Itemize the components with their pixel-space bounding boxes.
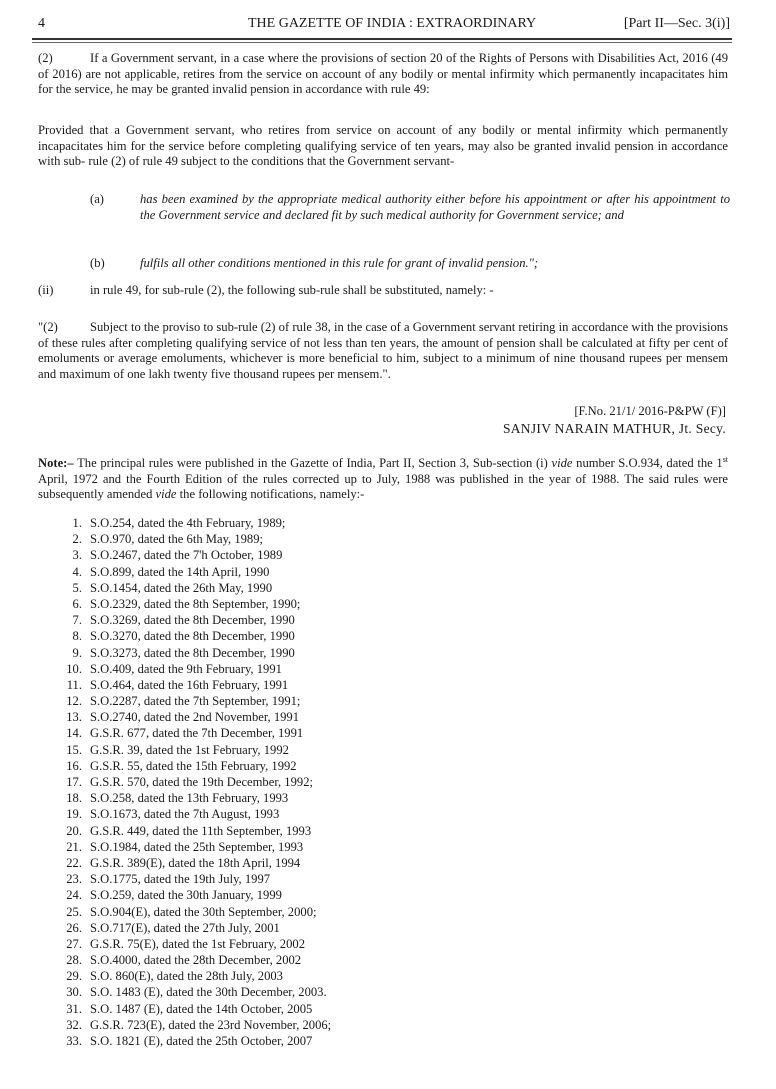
item-text: S.O.254, dated the 4th February, 1989; (90, 516, 286, 530)
item-number: 33. (66, 1034, 82, 1048)
list-item (38, 968, 638, 984)
item-text: S.O. 860(E), dated the 28th July, 2003 (90, 969, 283, 984)
item-text: S.O.3269, dated the 8th December, 1990 (90, 613, 295, 628)
note-text: the following notifications, namely:- (179, 487, 365, 502)
item-text: G.S.R. 39, dated the 1st February, 1992 (90, 742, 289, 757)
item-text: S.O.1673, dated the 7th August, 1993 (90, 807, 280, 822)
list-item (38, 790, 638, 806)
item-text: S.O.717(E), dated the 27th July, 2001 (90, 920, 280, 935)
item-text: G.S.R. 75(E), dated the 1st February, 2002 (90, 936, 305, 951)
list-item (38, 904, 638, 920)
item-number: 13. (66, 710, 82, 725)
list-item (38, 1017, 638, 1033)
list-item (38, 871, 638, 887)
item-text: S.O.899, dated the 14th April, 1990 (90, 564, 270, 579)
item-text: G.S.R. 55, dated the 15th February, 1992 (90, 758, 297, 773)
condition-label: (b) (90, 256, 105, 270)
file-number: [F.No. 21/1/ 2016-P&PW (F)] (574, 404, 726, 418)
note-vide: vide (551, 456, 573, 471)
gazette-title: THE GAZETTE OF INDIA : EXTRAORDINARY (248, 16, 537, 31)
item-number: 1. (72, 516, 82, 530)
list-item (38, 661, 638, 677)
item-number: 3. (72, 548, 82, 563)
item-text: G.S.R. 723(E), dated the 23rd November, 2006; (90, 1017, 332, 1032)
item-text: S.O.2740, dated the 2nd November, 1991 (90, 710, 300, 725)
list-item (38, 1001, 638, 1017)
item-text: S.O.1984, dated the 25th September, 1993 (90, 839, 304, 854)
paragraph-2 (38, 51, 728, 98)
part-section: [Part II—Sec. 3(i)] (623, 16, 730, 31)
list-item (38, 984, 638, 1000)
item-number: 12. (66, 694, 82, 709)
note (38, 452, 728, 503)
list-item (38, 823, 638, 839)
item-number: 11. (66, 677, 82, 692)
list-item (38, 596, 638, 612)
item-text: S.O.259, dated the 30th January, 1999 (90, 888, 282, 903)
item-number: 7. (72, 613, 82, 628)
list-item (38, 855, 638, 871)
item-text: S.O.258, dated the 13th February, 1993 (90, 791, 289, 806)
list-item (38, 547, 638, 563)
para-text: If a Government servant, in a case where the provisions of section 20 of the Rights of Persons with Disabilities Act, 2016 (49 of 2016) are not applicable, retires from the service on account of any bodily or mental infirmity which permanently incapacitates him for the service, he may be granted invalid pension in accordance with rule 49: (38, 51, 728, 96)
note-vide: vide (155, 487, 177, 502)
item-number: 20. (66, 823, 82, 838)
item-text: S.O.1454, dated the 26th May, 1990 (90, 580, 273, 595)
list-item (38, 806, 638, 822)
item-number: 26. (66, 920, 82, 935)
item-number: 10. (66, 661, 82, 676)
item-text: S.O. 1483 (E), dated the 30th December, 2003. (90, 985, 327, 1000)
item-number: 28. (66, 953, 82, 968)
list-item (38, 531, 638, 547)
list-item (38, 920, 638, 936)
item-number: 25. (66, 904, 82, 919)
note-label: Note:– (38, 456, 74, 471)
item-text: G.S.R. 570, dated the 19th December, 1992; (90, 775, 313, 789)
sub-rule-text: Subject to the proviso to sub-rule (2) of rule 38, in the case of a Government servant retiring in accordance with the provisions of these rules after completing qualifying service of not less than ten years, the amount of pension shall be calculated at fifty per cent of emoluments or average emoluments, whichever is more beneficial to him, subject to a minimum of nine thousand rupees per mensem and maximum of one lakh twenty five thousand rupees per mensem.". (38, 320, 728, 381)
proviso: Provided that a Government servant, who retires from service on account of any bodily or mental infirmity which permanently incapacitates him for the service before completing qualifying service of ten years, may also be granted invalid pension in accordance with sub- rule (2) of rule 49 subject to the conditions that the Government servant- (38, 123, 728, 168)
item-number: 22. (66, 855, 82, 870)
item-number: 23. (66, 872, 82, 887)
note-text: April, 1972 and the Fourth Edition of the rules corrected up to July, 1988 was published in the year of 1988. The said rules were subsequently amended (38, 471, 728, 502)
item-number: 21. (66, 839, 82, 854)
list-item (38, 564, 638, 580)
item-number: 2. (72, 532, 82, 547)
item-text: S.O.2287, dated the 7th September, 1991; (90, 694, 301, 709)
item-text: S.O.904(E), dated the 30th September, 2000; (90, 904, 317, 919)
item-number: 17. (66, 775, 82, 789)
item-number: 24. (66, 888, 82, 903)
item-number: 4. (72, 564, 82, 579)
notifications-list (38, 515, 638, 1049)
item-text: S.O.3273, dated the 8th December, 1990 (90, 645, 295, 660)
list-item (38, 952, 638, 968)
list-item (38, 725, 638, 741)
sub-rule-2 (38, 320, 728, 382)
item-number: 16. (66, 758, 82, 773)
item-number: 5. (72, 580, 82, 595)
item-number: 14. (66, 726, 82, 741)
item-text: S.O.2467, dated the 7'h October, 1989 (90, 548, 283, 563)
item-text: S.O.2329, dated the 8th September, 1990; (90, 596, 301, 611)
list-item (38, 887, 638, 903)
condition-b (90, 256, 730, 272)
item-ii (38, 283, 728, 299)
item-text: G.S.R. 389(E), dated the 18th April, 1994 (90, 855, 301, 870)
item-text: S.O.970, dated the 6th May, 1989; (90, 532, 264, 547)
item-text: in rule 49, for sub-rule (2), the following sub-rule shall be substituted, namely: - (90, 283, 494, 297)
item-number: 8. (72, 629, 82, 644)
item-number: 27. (66, 936, 82, 951)
item-number: 29. (66, 969, 82, 984)
item-number: 19. (66, 807, 82, 822)
item-text: S.O. 1487 (E), dated the 14th October, 2005 (90, 1001, 313, 1016)
header-rule (32, 38, 732, 40)
item-number: 18. (66, 791, 82, 806)
list-item (38, 645, 638, 661)
list-item (38, 709, 638, 725)
item-text: S.O.4000, dated the 28th December, 2002 (90, 953, 302, 968)
condition-text: fulfils all other conditions mentioned in this rule for grant of invalid pension."; (140, 256, 539, 270)
list-item (38, 628, 638, 644)
header-rule-thin (32, 42, 732, 43)
list-item (38, 677, 638, 693)
page-number: 4 (38, 16, 45, 31)
item-text: S.O.409, dated the 9th February, 1991 (90, 661, 282, 676)
item-number: 32. (66, 1017, 82, 1032)
list-item (38, 693, 638, 709)
list-item (38, 742, 638, 758)
list-item (38, 758, 638, 774)
condition-text: has been examined by the appropriate medical authority either before his appointment or after his appointment to the Government service and declared fit by such medical authority for Government service; and (140, 192, 730, 222)
item-number: 30. (66, 985, 82, 1000)
item-label: (ii) (38, 283, 54, 297)
list-item (38, 936, 638, 952)
item-text: G.S.R. 677, dated the 7th December, 1991 (90, 726, 304, 741)
note-text: number S.O.934, dated the 1 (576, 456, 723, 471)
note-sup: st (722, 455, 729, 464)
list-item (38, 612, 638, 628)
item-number: 15. (66, 742, 82, 757)
item-text: S.O.3270, dated the 8th December, 1990 (90, 629, 295, 644)
list-item (38, 1033, 638, 1049)
sub-rule-label: "(2) (38, 320, 58, 334)
item-text: G.S.R. 449, dated the 11th September, 1993 (90, 823, 312, 838)
item-text: S.O.464, dated the 16th February, 1991 (90, 677, 289, 692)
item-text: S.O. 1821 (E), dated the 25th October, 2007 (90, 1034, 313, 1048)
condition-label: (a) (90, 192, 104, 206)
note-text: The principal rules were published in the Gazette of India, Part II, Section 3, Sub-section (i) (77, 456, 548, 471)
item-text: S.O.1775, dated the 19th July, 1997 (90, 872, 271, 887)
item-number: 31. (66, 1001, 82, 1016)
list-item (38, 839, 638, 855)
item-number: 6. (72, 596, 82, 611)
item-number: 9. (72, 645, 82, 660)
para-label: (2) (38, 51, 53, 65)
list-item (38, 580, 638, 596)
list-item (38, 774, 638, 790)
list-item (38, 515, 638, 531)
condition-a (90, 192, 730, 223)
signatory: SANJIV NARAIN MATHUR, Jt. Secy. (502, 421, 726, 436)
